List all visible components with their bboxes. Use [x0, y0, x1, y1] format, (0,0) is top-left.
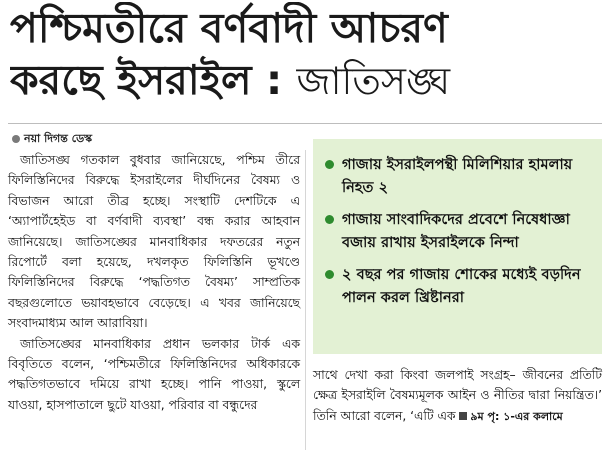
green-bullet-icon [325, 270, 334, 279]
related-news-box [313, 139, 602, 354]
related-news-item[interactable] [325, 263, 592, 309]
byline-text: নয়া দিগন্ত ডেস্ক [24, 132, 93, 145]
article-paragraph-3 [313, 365, 602, 427]
article-column-right [313, 365, 602, 427]
article-column-left [8, 150, 300, 415]
article-continued-text: সাথে দেখা করা কিংবা জলপাই সংগ্রহ– জীবনের প্রতিটি ক্ষেত্র ইসরাইলি বৈষম্যমূলক আইন ও নীতির দ্বারা নিয়ন্ত্রিত।’ তিনি আরো বলেন, ‘এটি এক [313, 368, 602, 423]
column-divider [305, 150, 306, 450]
article-paragraph-1: জাতিসঙ্ঘ গতকাল বুধবার জানিয়েছে, পশ্চিম তীরে ফিলিস্তিনিদের বিরুদ্ধে ইসরাইলের দীর্ঘদিনের বৈষম্য ও বিভাজন আরো তীব্র হচ্ছে। সংস্থাটি দেশটিকে এ ‘অ্যাপার্টহেইড বা বর্ণবাদী ব্যবস্থা’ বন্ধ করার আহবান জানিয়েছে। জাতিসঙ্ঘের মানবাধিকার দফতরের নতুন রিপোর্টে বলা হয়েছে, দখলকৃত ফিলিস্তিনি ভূখণ্ডে ফিলিস্তিনিদের বিরুদ্ধে ‘পদ্ধতিগত বৈষম্য’ সাম্প্রতিক বছরগুলোতে ভয়াবহভাবে বেড়েছে। এ খবর জানিয়েছে সংবাদমাধ্যম আল আরাবিয়া। [8, 153, 300, 331]
headline [10, 2, 602, 107]
headline-line-2 [10, 54, 602, 107]
green-bullet-icon [325, 160, 334, 169]
related-news-headline[interactable]: গাজায় সাংবাদিকদের প্রবেশে নিষেধাজ্ঞা বজায় রাখায় ইসরাইলকে নিন্দা [342, 211, 570, 251]
square-bullet-icon [459, 412, 467, 420]
headline-divider [8, 123, 602, 124]
headline-line-2-text: করছে ইসরাইল : [10, 56, 283, 104]
continued-on-page-link[interactable] [459, 410, 562, 423]
article-paragraph-2: জাতিসঙ্ঘের মানবাধিকার প্রধান ভলকার টার্ক এক বিবৃতিতে বলেন, ‘পশ্চিমতীরে ফিলিস্তিনিদের অধিকারকে পদ্ধতিগতভাবে দমিয়ে রাখা হচ্ছে। পানি পাওয়া, স্কুলে যাওয়া, হাসপাতালে ছুটে যাওয়া, পরিবার বা বন্ধুদের [8, 336, 300, 412]
byline-bullet-icon [12, 135, 20, 143]
continued-on-page-text[interactable]: ৯ম পৃ: ১-এর কলামে [470, 409, 563, 423]
related-news-item[interactable] [325, 208, 592, 254]
headline-line-1: পশ্চিমতীরে বর্ণবাদী আচরণ [10, 4, 448, 52]
related-news-headline[interactable]: গাজায় ইসরাইলপন্থী মিলিশিয়ার হামলায় নিহত ২ [342, 156, 573, 196]
green-bullet-icon [325, 215, 334, 224]
byline [12, 130, 92, 149]
related-news-item[interactable] [325, 153, 592, 199]
headline-source: জাতিসঙ্ঘ [296, 59, 451, 103]
related-news-headline[interactable]: ২ বছর পর গাজায় শোকের মধ্যেই বড়দিন পালন করল খ্রিষ্টানরা [342, 266, 581, 306]
